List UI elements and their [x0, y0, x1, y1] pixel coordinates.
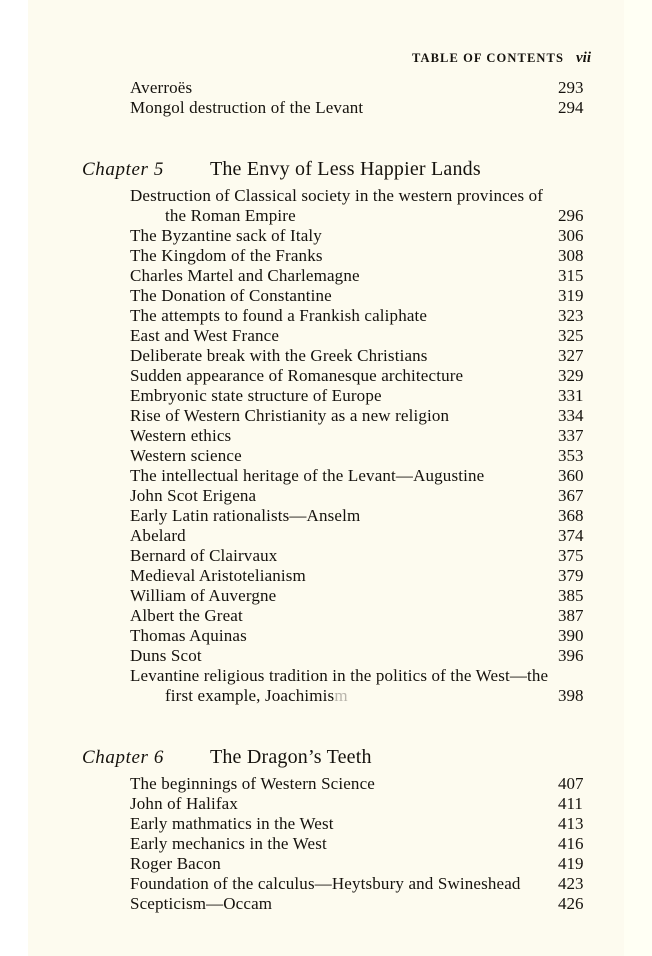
toc-entry-label: The Byzantine sack of Italy [130, 226, 322, 245]
faded-glyph: m [334, 686, 348, 705]
toc-entry[interactable] [130, 566, 602, 586]
chapter-number-label: Chapter 5 [82, 159, 164, 180]
toc-entry-page-number[interactable]: 396 [558, 646, 584, 665]
toc-entry-label: Roger Bacon [130, 854, 221, 873]
toc-entry-label: Sudden appearance of Romanesque architecture [130, 366, 464, 385]
page-folio: vii [576, 50, 591, 66]
toc-entry[interactable] [130, 246, 602, 266]
chapter-title: The Envy of Less Happier Lands [209, 158, 481, 180]
toc-entry-label: Duns Scot [130, 646, 202, 665]
chapter-title: The Dragon’s Teeth [209, 746, 372, 768]
toc-entry[interactable] [130, 586, 602, 606]
toc-entry-label-continuation: first example, Joachimism [165, 686, 348, 705]
toc-entry-page-number[interactable]: 419 [558, 854, 584, 873]
toc-entry-label: The Kingdom of the Franks [130, 246, 323, 265]
chapter-heading[interactable] [82, 158, 602, 181]
toc-entry-page-number[interactable]: 306 [558, 226, 584, 245]
toc-entry-label: Early mechanics in the West [130, 834, 327, 853]
toc-entry[interactable] [130, 546, 602, 566]
toc-entry-label: Early mathmatics in the West [130, 814, 334, 833]
toc-entry[interactable] [130, 266, 602, 286]
toc-entry[interactable] [130, 506, 602, 526]
chapter-number-label: Chapter 6 [82, 747, 164, 768]
toc-entry-label: William of Auvergne [130, 586, 277, 605]
toc-entry-label: Foundation of the calculus—Heytsbury and Swineshead [130, 874, 521, 893]
toc-entry-label: The Donation of Constantine [130, 286, 332, 305]
toc-entry-label: The attempts to found a Frankish caliphate [130, 306, 428, 325]
toc-entry-page-number[interactable]: 367 [558, 486, 584, 505]
toc-entry-page-number[interactable]: 325 [558, 326, 584, 345]
toc-entry-page-number[interactable]: 426 [558, 894, 584, 913]
toc-entry-label: Albert the Great [130, 606, 243, 625]
toc-entry-page-number[interactable]: 407 [558, 774, 584, 793]
toc-entry-label: East and West France [130, 326, 280, 345]
toc-entry[interactable] [130, 794, 602, 814]
running-head [0, 50, 591, 67]
toc-entry-label: Averroës [130, 78, 193, 97]
running-head-title: TABLE OF CONTENTS [411, 51, 564, 65]
toc-entry-page-number[interactable]: 308 [558, 246, 584, 265]
toc-entry-label: Medieval Aristotelianism [130, 566, 306, 585]
toc-entry[interactable] [130, 98, 602, 118]
toc-entry-page-number[interactable]: 360 [558, 466, 584, 485]
toc-entry-page-number[interactable]: 329 [558, 366, 584, 385]
toc-entry[interactable] [130, 426, 602, 446]
toc-entry-label-continuation: the Roman Empire [165, 206, 296, 225]
toc-entry-page-number[interactable]: 294 [558, 98, 584, 117]
toc-entry[interactable] [130, 286, 602, 306]
toc-entry-label: Bernard of Clairvaux [130, 546, 278, 565]
toc-entry[interactable] [130, 466, 602, 486]
toc-entry-label: Rise of Western Christianity as a new religion [130, 406, 450, 425]
toc-entry-page-number[interactable]: 319 [558, 286, 584, 305]
toc-entry-label: Mongol destruction of the Levant [130, 98, 364, 117]
toc-entry-page-number[interactable]: 398 [558, 686, 584, 705]
toc-entry-label: Thomas Aquinas [130, 626, 247, 645]
toc-entry-page-number[interactable]: 390 [558, 626, 584, 645]
toc-entry-page-number[interactable]: 323 [558, 306, 584, 325]
toc-entry-label: Early Latin rationalists—Anselm [130, 506, 361, 525]
toc-entry-page-number[interactable]: 375 [558, 546, 584, 565]
toc-entry-label: The beginnings of Western Science [130, 774, 375, 793]
toc-entry-page-number[interactable]: 337 [558, 426, 584, 445]
toc-entry-label: Destruction of Classical society in the western provinces of the Roman Empire [130, 186, 558, 226]
toc-entry-page-number[interactable]: 331 [558, 386, 584, 405]
toc-entry[interactable] [130, 366, 602, 386]
toc-entry-label: Deliberate break with the Greek Christians [130, 346, 428, 365]
toc-entry[interactable] [130, 626, 602, 646]
toc-entry-label: Embryonic state structure of Europe [130, 386, 382, 405]
toc-entry-page-number[interactable]: 296 [558, 206, 584, 225]
toc-entry[interactable] [130, 306, 602, 326]
toc-entry[interactable] [130, 226, 602, 246]
toc-entry-page-number[interactable]: 315 [558, 266, 584, 285]
toc-entry-page-number[interactable]: 334 [558, 406, 584, 425]
toc-entry[interactable] [130, 526, 602, 546]
toc-entry-label: Scepticism—Occam [130, 894, 273, 913]
toc-entry[interactable] [130, 386, 602, 406]
toc-entry[interactable] [130, 326, 602, 346]
toc-entry-page-number[interactable]: 327 [558, 346, 584, 365]
toc-entry[interactable] [130, 854, 602, 874]
toc-entry[interactable] [130, 814, 602, 834]
toc-entry-page-number[interactable]: 293 [558, 78, 584, 97]
toc-entry[interactable] [130, 646, 602, 666]
toc-entry[interactable] [130, 406, 602, 426]
toc-entry-label: Western ethics [130, 426, 232, 445]
toc-entry-page-number[interactable]: 374 [558, 526, 584, 545]
toc-entry[interactable] [130, 834, 602, 854]
toc-entry-label: John of Halifax [130, 794, 239, 813]
toc-entry[interactable] [130, 186, 602, 226]
toc-entry-label: Abelard [130, 526, 186, 545]
toc-entry-page-number[interactable]: 387 [558, 606, 584, 625]
chapter-heading[interactable] [82, 746, 602, 769]
toc-entry-label: Levantine religious tradition in the politics of the West—the first example, Joachimism [130, 666, 558, 706]
toc-entry-label: Western science [130, 446, 242, 465]
toc-entry-page-number[interactable]: 416 [558, 834, 584, 853]
toc-entry-label: John Scot Erigena [130, 486, 257, 505]
toc-entry[interactable] [130, 874, 602, 894]
toc-entry[interactable] [130, 78, 602, 98]
toc-entry[interactable] [130, 346, 602, 366]
toc-entry-page-number[interactable]: 411 [558, 794, 583, 813]
toc-entry-page-number[interactable]: 413 [558, 814, 584, 833]
toc-entry[interactable] [130, 774, 602, 794]
toc-entry-label: The intellectual heritage of the Levant—Augustine [130, 466, 485, 485]
toc-entry-page-number[interactable]: 368 [558, 506, 584, 525]
toc-entry[interactable] [130, 606, 602, 626]
toc-entry[interactable] [130, 666, 602, 706]
toc-entry[interactable] [130, 894, 602, 914]
toc-entry-page-number[interactable]: 423 [558, 874, 584, 893]
toc-entry-page-number[interactable]: 385 [558, 586, 584, 605]
toc-entry-page-number[interactable]: 379 [558, 566, 584, 585]
toc-entry-label: Charles Martel and Charlemagne [130, 266, 360, 285]
toc-entry-page-number[interactable]: 353 [558, 446, 584, 465]
toc-entry[interactable] [130, 446, 602, 466]
toc-entry[interactable] [130, 486, 602, 506]
